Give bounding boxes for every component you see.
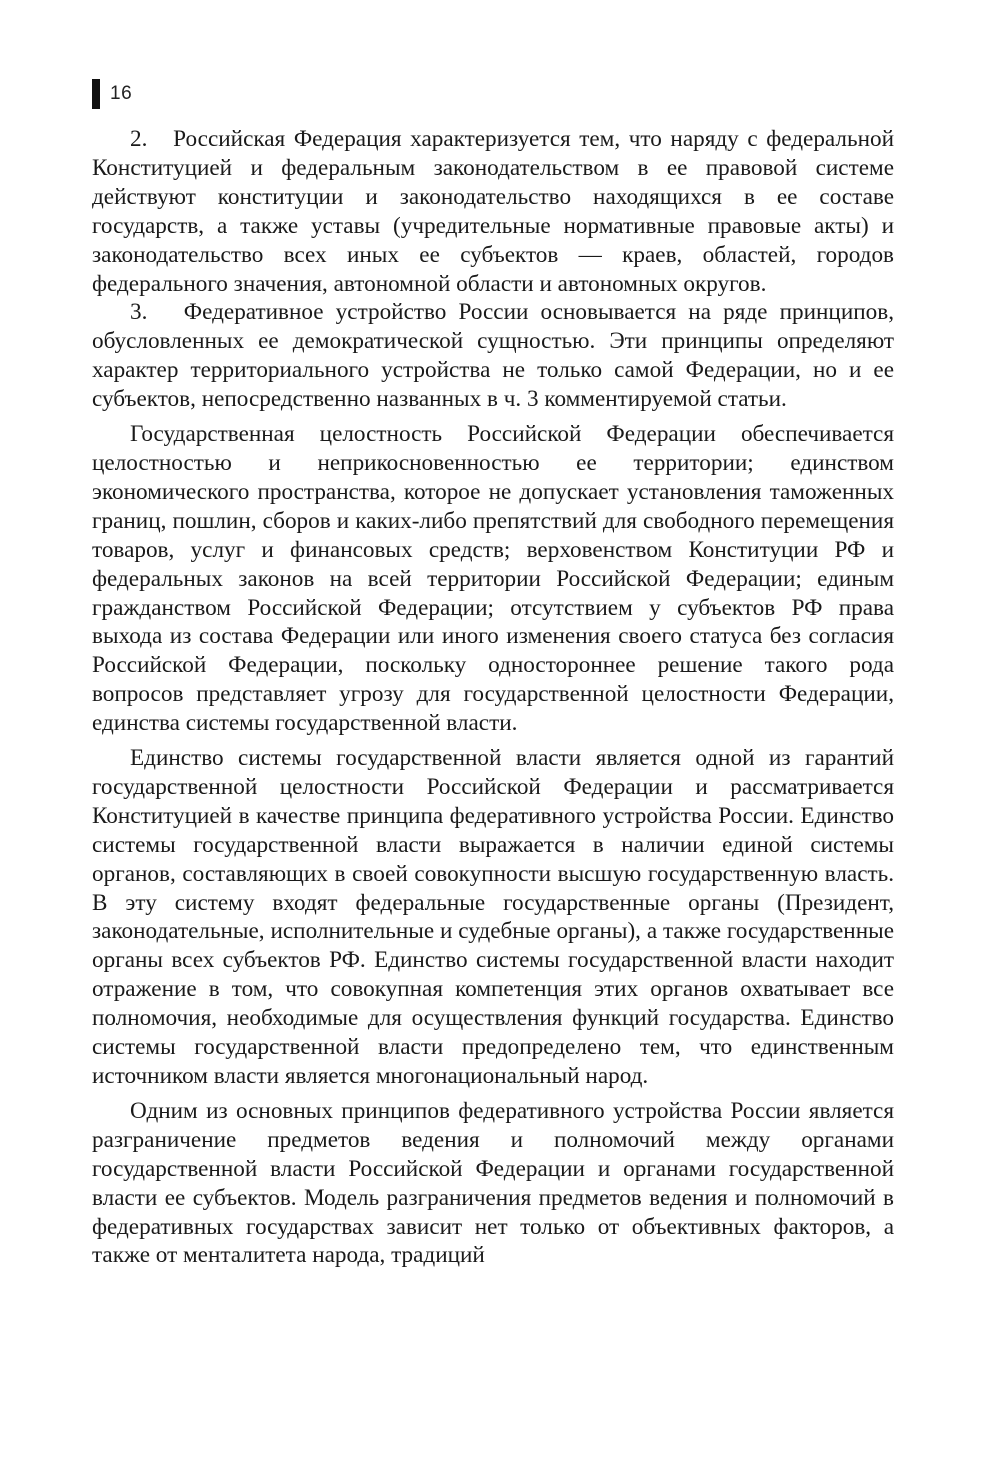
- paragraph-item-2: 2. Российская Федерация характеризуется тем, что наряду с федеральной Конституцией и федеральным законодательством в ее правовой системе действуют конституции и законодательство находящихся в ее составе государств, а также уставы (учредительные нормативные правовые акты) и законодательство всех иных ее субъектов — краев, областей, городов федерального значения, автономной области и автономных округов.: [92, 126, 894, 297]
- body-text: [92, 125, 894, 1270]
- paragraph-delimitation: Одним из основных принципов федеративного устройства России является разграничение предметов ведения и полномочий между органами государственной власти Российской Федерации и органами государственной власти ее субъектов. Модель разграничения предметов ведения и полномочий в федеративных государствах зависит нет только от объективных факторов, а также от менталитета народа, традиций: [92, 1097, 894, 1269]
- header-marker-bar: [92, 79, 100, 109]
- page-number: 16: [110, 83, 133, 104]
- paragraph-state-integrity: Государственная целостность Российской Федерации обеспечивается целостностью и неприкосновенностью ее территории; единством экономического пространства, которое не допускает установления таможенных границ, пошлин, сборов и каких-либо препятствий для свободного перемещения товаров, услуг и финансовых средств; верховенством Конституции РФ и федеральных законов на всей территории Российской Федерации; единым гражданством Российской Федерации; отсутствием у субъектов РФ права выхода из состава Федерации или иного изменения своего статуса без согласия Российской Федерации, поскольку одностороннее решение такого рода вопросов представляет угрозу для государственной целостности Федерации, единства системы государственной власти.: [92, 421, 894, 737]
- paragraph-unity-of-power: Единство системы государственной власти является одной из гарантий государственной целостности Российской Федерации и рассматривается Конституцией в качестве принципа федеративного устройства России. Единство системы государственной власти выражается в наличии единой системы органов, составляющих в своей совокупности высшую государственную власть. В эту систему входят федеральные государственные органы (Президент, законодательные, исполнительные и судебные органы), а также государственные органы всех субъектов РФ. Единство системы государственной власти находит отражение в том, что совокупная компетенция этих органов охватывает все полномочия, необходимые для осуществления функций государства. Единство системы государственной власти предопределено тем, что единственным источником власти является многонациональный народ.: [92, 745, 894, 1089]
- page-header: [92, 78, 132, 110]
- paragraph-item-3: 3. Федеративное устройство России основывается на ряде принципов, обусловленных ее демократической сущностью. Эти принципы определяют характер территориального устройства не только самой Федерации, но и ее субъектов, непосредственно названных в ч. 3 комментируемой статьи.: [92, 299, 894, 413]
